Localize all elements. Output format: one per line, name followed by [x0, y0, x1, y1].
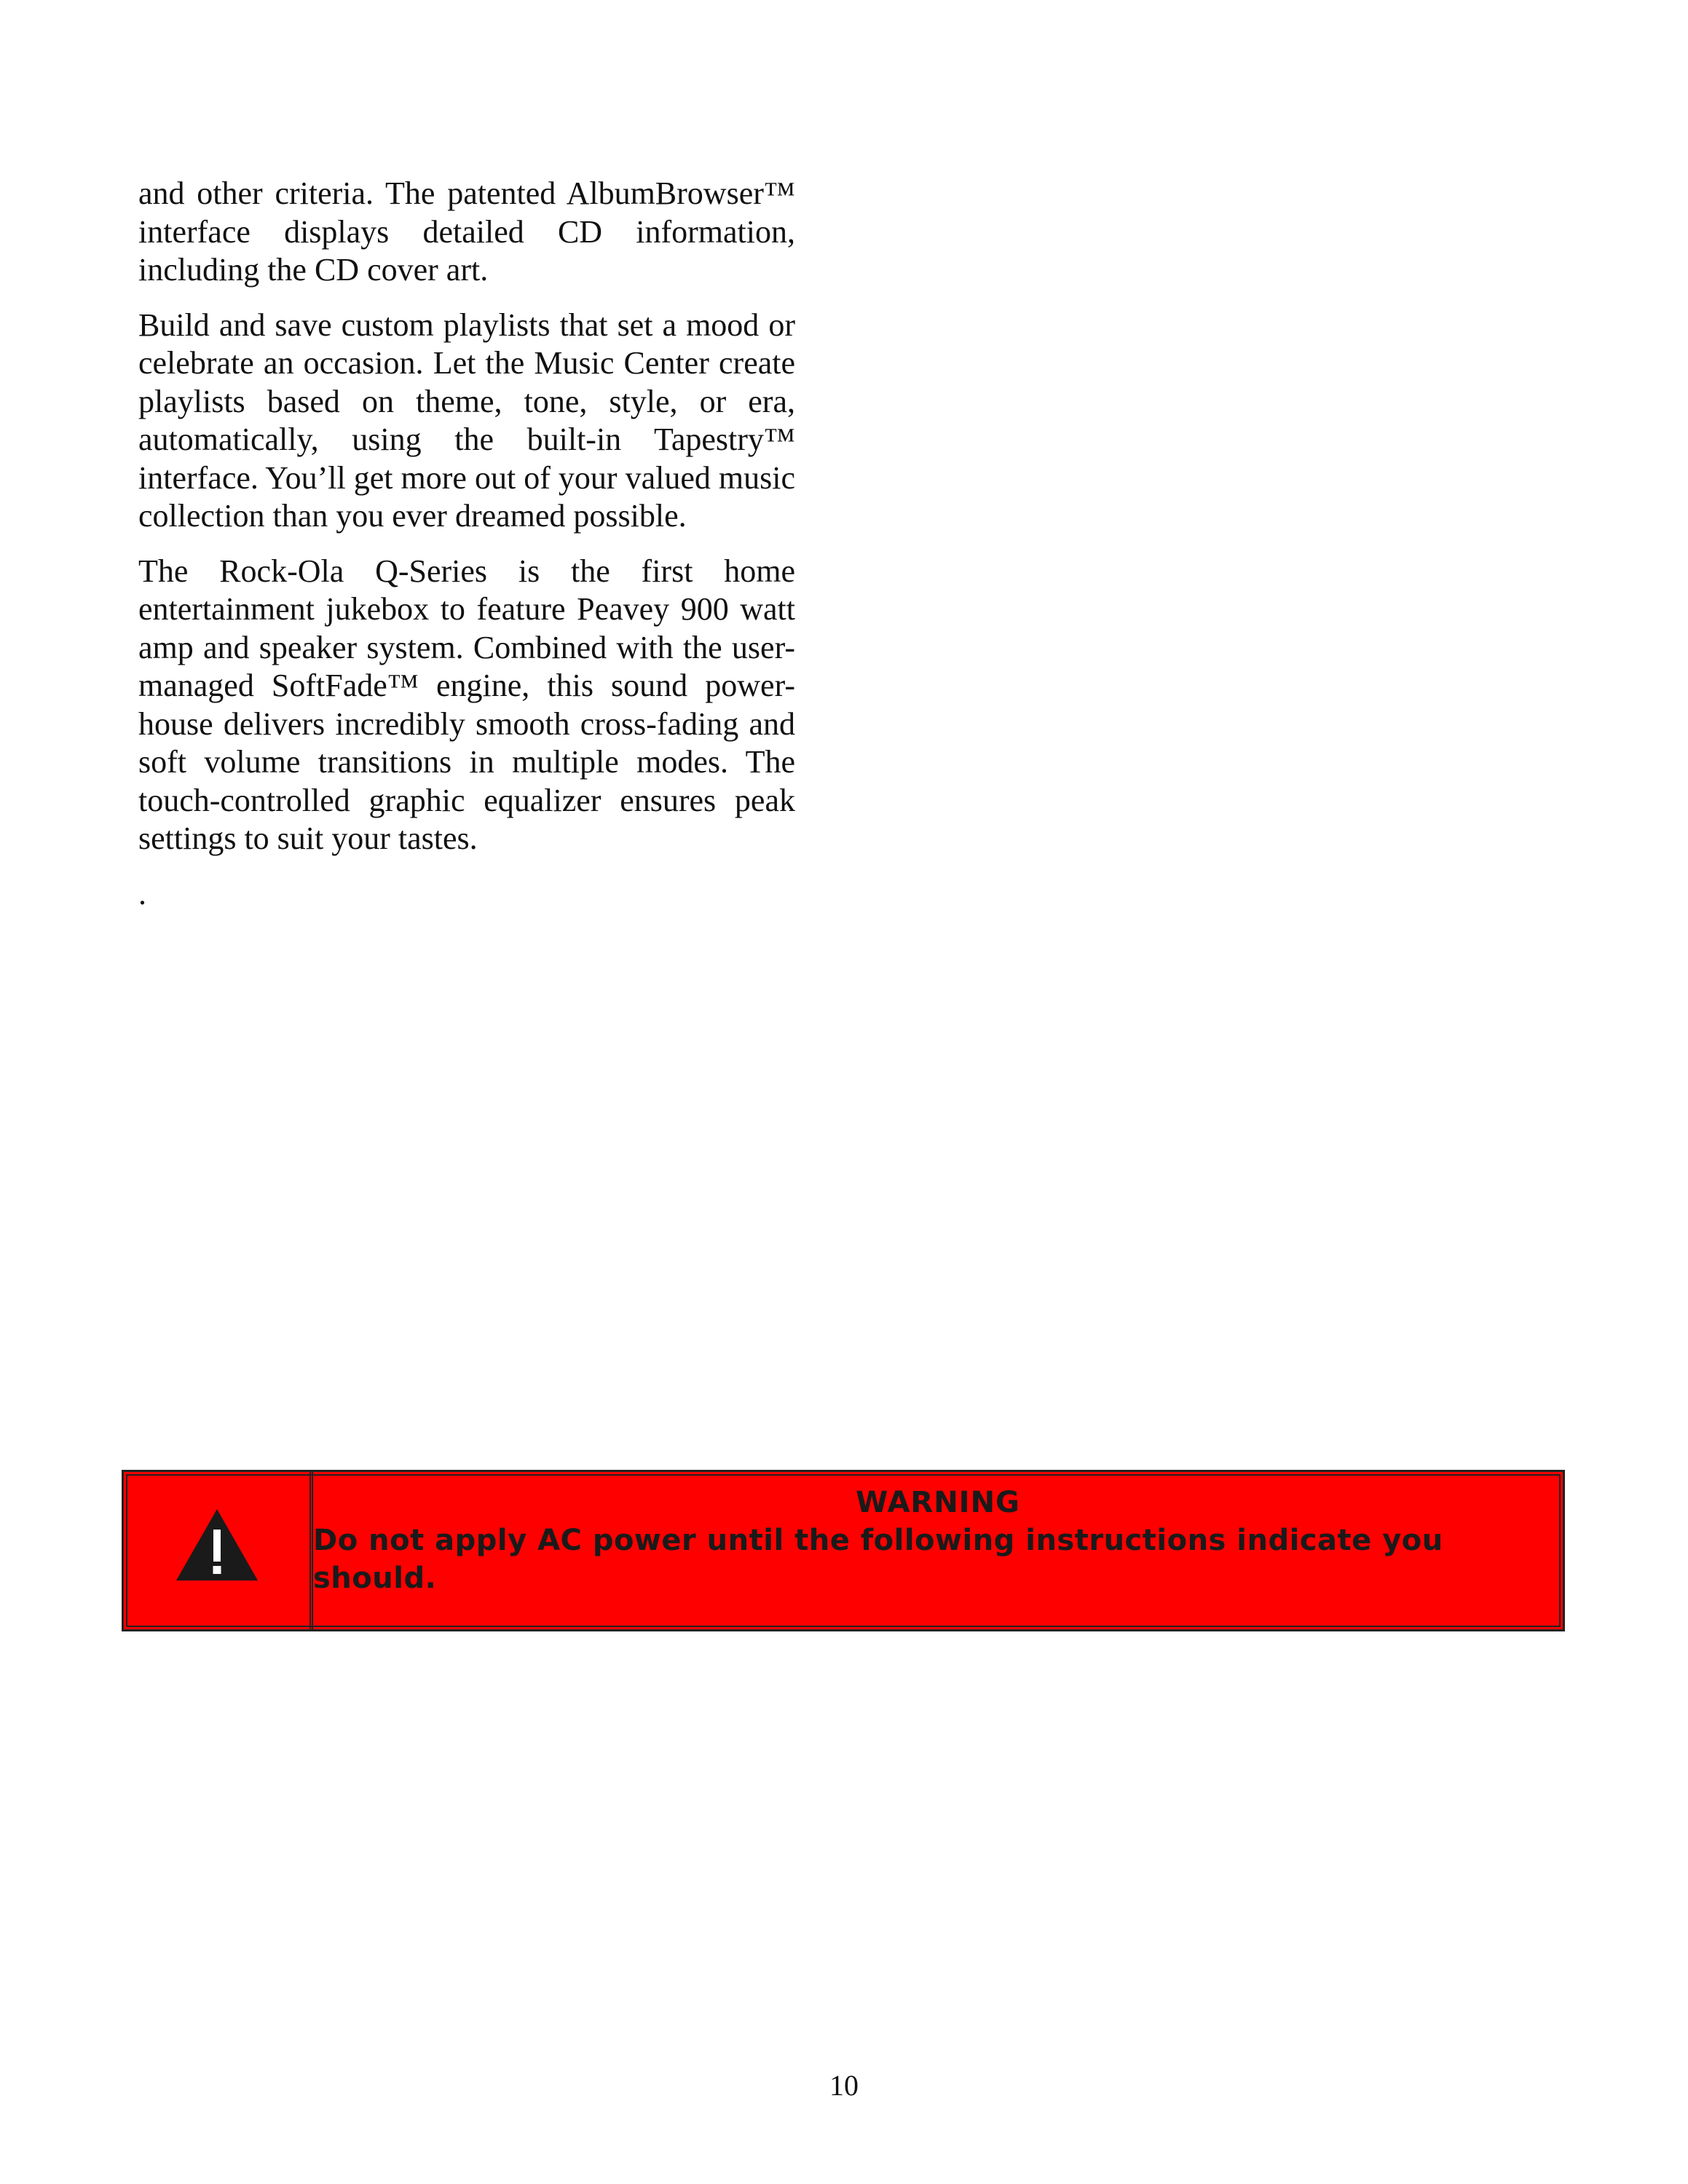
warning-triangle-icon: [175, 1508, 259, 1582]
warning-title: WARNING: [856, 1486, 1020, 1519]
warning-icon-cell: [124, 1472, 313, 1629]
trailing-period: .: [138, 875, 146, 911]
page-number: 10: [829, 2069, 859, 2102]
paragraph-sound-system: The Rock-Ola Q-Series is the first home entertainment jukebox to feature Peavey 900 watt amp and speaker system. Combined with the user-managed SoftFade™ engine, this sound power-house delivers incredibly smooth cross-fading and soft volume transitions in multiple modes. The touch-controlled graphic equalizer ensures peak settings to suit your tastes.: [138, 553, 795, 856]
paragraph-criteria: and other criteria. The patented AlbumBrowser™ interface displays detailed CD information, including the CD cover art.: [138, 175, 795, 288]
warning-box: [122, 1470, 1565, 1631]
warning-text-cell: [313, 1472, 1563, 1629]
warning-message: Do not apply AC power until the following instructions indicate you should.: [313, 1524, 1443, 1595]
body-text-column: [138, 175, 795, 913]
paragraph-playlists: Build and save custom playlists that set a mood or celebrate an occasion. Let the Music Center create playlists based on theme, tone, style, or era, automatically, using the built-in Tapestry™ interface. You’ll get more out of your valued music collection than you ever dreamed possible.: [138, 306, 795, 534]
